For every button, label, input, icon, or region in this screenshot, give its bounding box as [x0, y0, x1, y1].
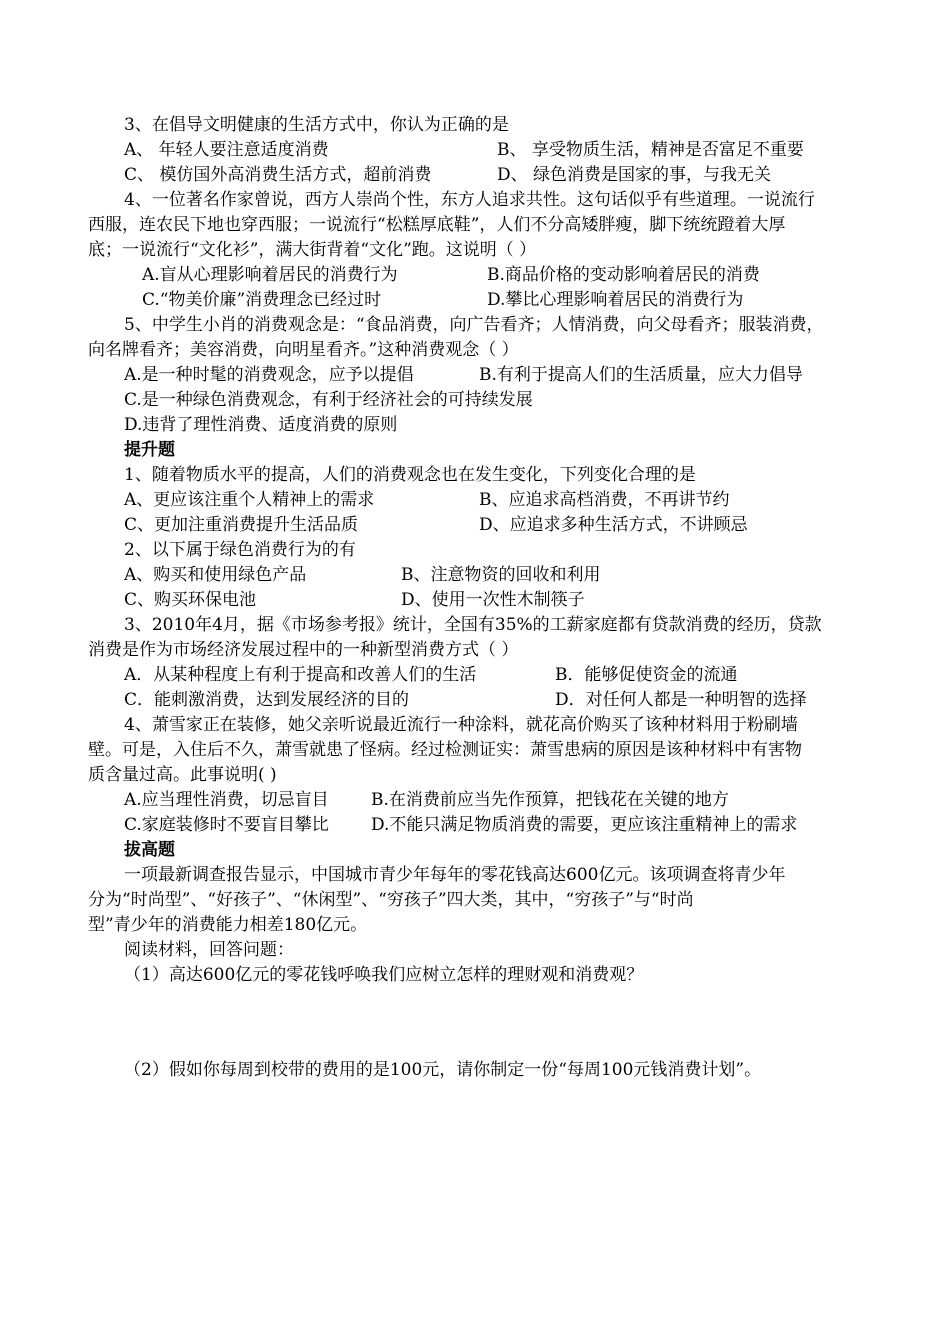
q5-stem-line-2: 向名牌看齐；美容消费，向明星看齐。”这种消费观念（ ） [88, 340, 519, 360]
material-question-2: （2）假如你每周到校带的费用的是100元，请你制定一份“每周100元钱消费计划”。 [124, 1060, 762, 1080]
t2-option-b: B、注意物资的回收和利用 [401, 565, 601, 585]
t4-option-a: A.应当理性消费，切忌盲目 [124, 790, 329, 810]
q4-stem-line-3: 底；一说流行“文化衫”，满大街背着“文化”跑。这说明（ ） [88, 240, 537, 260]
t3-stem-line-2: 消费是作为市场经济发展过程中的一种新型消费方式（ ） [88, 640, 519, 660]
q5-option-a: A.是一种时髦的消费观念，应予以提倡 [124, 365, 414, 385]
q4-option-a: A.盲从心理影响着居民的消费行为 [142, 265, 398, 285]
t4-stem-line-3: 质含量过高。此事说明( ) [88, 765, 277, 785]
material-line-3: 型”青少年的消费能力相差180亿元。 [88, 915, 368, 935]
material-instruction: 阅读材料，回答问题： [124, 940, 294, 960]
t2-option-a: A、购买和使用绿色产品 [124, 565, 307, 585]
q3-option-d: D、 绿色消费是国家的事，与我无关 [497, 165, 772, 185]
t3-option-d: D．对任何人都是一种明智的选择 [555, 690, 807, 710]
t4-option-b: B.在消费前应当先作预算，把钱花在关键的地方 [371, 790, 729, 810]
q4-option-d: D.攀比心理影响着居民的消费行为 [487, 290, 744, 310]
material-line-2: 分为“时尚型”、“好孩子”、“休闲型”、“穷孩子”四大类，其中，“穷孩子”与“时尚 [88, 890, 694, 910]
q4-stem-line-1: 4、一位著名作家曾说，西方人崇尚个性，东方人追求共性。这句话似乎有些道理。一说流行 [124, 190, 815, 210]
t2-stem: 2、以下属于绿色消费行为的有 [124, 540, 356, 560]
q5-stem-line-1: 5、中学生小肖的消费观念是：“食品消费，向广告看齐；人情消费，向父母看齐；服装消费， [124, 315, 824, 335]
q4-option-b: B.商品价格的变动影响着居民的消费 [487, 265, 760, 285]
t1-option-d: D、应追求多种生活方式，不讲顾忌 [479, 515, 748, 535]
t4-stem-line-1: 4、萧雪家正在装修，她父亲听说最近流行一种涂料，就花高价购买了该种材料用于粉刷墙 [124, 715, 798, 735]
t4-option-d: D.不能只满足物质消费的需要，更应该注重精神上的需求 [371, 815, 798, 835]
q5-option-d: D.违背了理性消费、适度消费的原则 [124, 415, 398, 435]
t1-option-a: A、更应该注重个人精神上的需求 [124, 490, 375, 510]
t3-option-c: C．能刺激消费，达到发展经济的目的 [124, 690, 410, 710]
t2-option-d: D、使用一次性木制筷子 [401, 590, 585, 610]
q5-option-c: C.是一种绿色消费观念，有利于经济社会的可持续发展 [124, 390, 533, 410]
q5-option-b: B.有利于提高人们的生活质量，应大力倡导 [479, 365, 803, 385]
q4-stem-line-2: 西服，连农民下地也穿西服；一说流行“松糕厚底鞋”，人们不分高矮胖瘦，脚下统统蹬着大厚 [88, 215, 786, 235]
t4-stem-line-2: 壁。可是，入住后不久，萧雪就患了怪病。经过检测证实：萧雪患病的原因是该种材料中有害物 [88, 740, 802, 760]
q3-option-b: B、 享受物质生活，精神是否富足不重要 [497, 140, 804, 160]
t3-option-a: A．从某种程度上有利于提高和改善人们的生活 [124, 665, 477, 685]
t1-stem: 1、随着物质水平的提高，人们的消费观念也在发生变化，下列变化合理的是 [124, 465, 696, 485]
q3-stem: 3、在倡导文明健康的生活方式中，你认为正确的是 [124, 115, 509, 135]
t2-option-c: C、购买环保电池 [124, 590, 257, 610]
section-heading-tisheng: 提升题 [124, 440, 175, 460]
t3-stem-line-1: 3、2010年4月，据《市场参考报》统计，全国有35%的工薪家庭都有贷款消费的经历，贷款 [124, 615, 822, 635]
t1-option-c: C、更加注重消费提升生活品质 [124, 515, 359, 535]
t1-option-b: B、应追求高档消费，不再讲节约 [479, 490, 730, 510]
q3-option-a: A、 年轻人要注意适度消费 [124, 140, 329, 160]
material-line-1: 一项最新调查报告显示，中国城市青少年每年的零花钱高达600亿元。该项调查将青少年 [124, 865, 786, 885]
t4-option-c: C.家庭装修时不要盲目攀比 [124, 815, 329, 835]
material-question-1: （1）高达600亿元的零花钱呼唤我们应树立怎样的理财观和消费观？ [124, 965, 644, 985]
section-heading-bagao: 拔高题 [124, 840, 175, 860]
q4-option-c: C.“物美价廉”消费理念已经过时 [142, 290, 382, 310]
t3-option-b: B．能够促使资金的流通 [555, 665, 738, 685]
q3-option-c: C、 模仿国外高消费生活方式，超前消费 [124, 165, 432, 185]
